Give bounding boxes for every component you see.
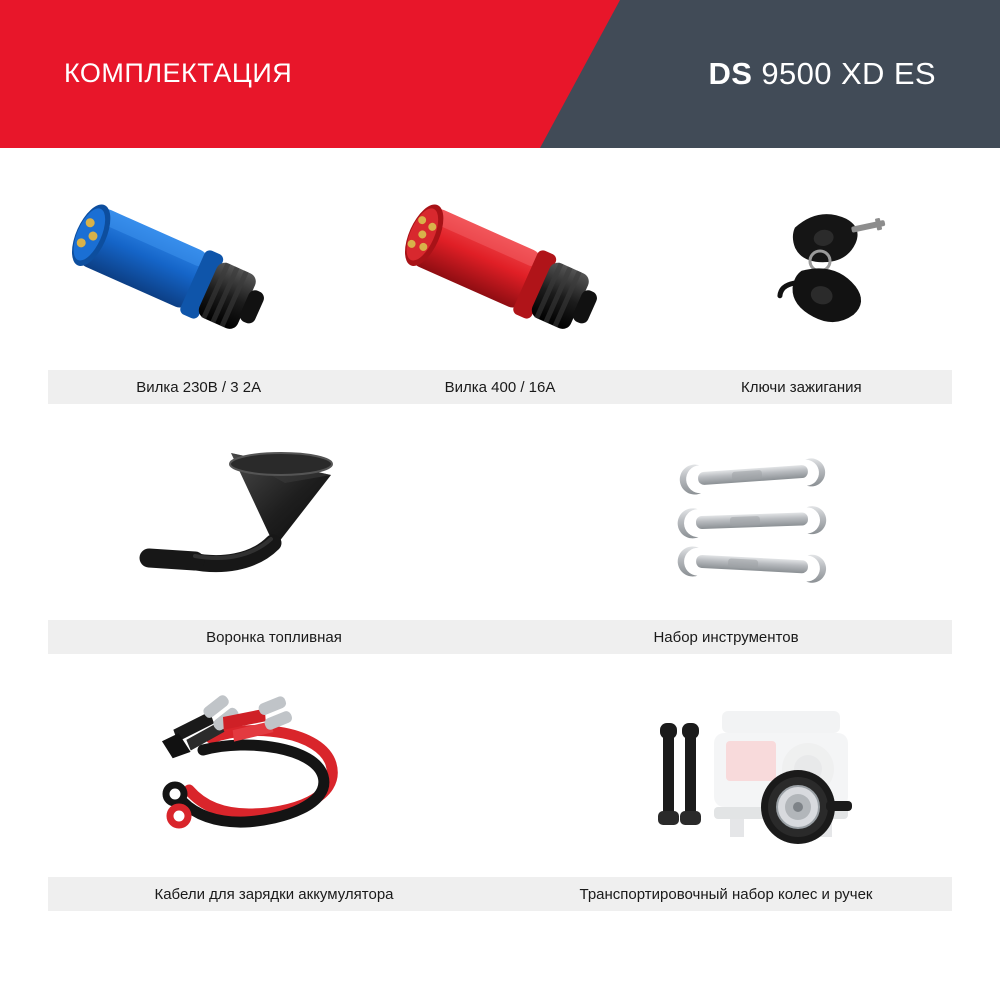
accessory-caption: Ключи зажигания bbox=[740, 378, 862, 396]
accessory-cell-funnel bbox=[0, 424, 500, 614]
accessory-caption: Транспортировочный набор колес и ручек bbox=[579, 885, 873, 903]
accessory-caption: Вилка 230В / 3 2А bbox=[136, 378, 262, 396]
product-model bbox=[709, 56, 937, 92]
product-model-brand: DS bbox=[708, 56, 753, 91]
accessory-row bbox=[0, 174, 1000, 424]
caption-bar bbox=[48, 370, 952, 404]
fuel-funnel-icon bbox=[135, 439, 365, 599]
caption-bar bbox=[48, 877, 952, 911]
accessory-caption: Воронка топливная bbox=[206, 628, 342, 646]
red-plug-icon bbox=[385, 194, 615, 344]
accessory-row bbox=[0, 679, 1000, 939]
accessory-caption: Вилка 400 / 16А bbox=[444, 378, 556, 396]
accessories-grid bbox=[0, 148, 1000, 1000]
accessory-cell-wrenches bbox=[500, 424, 1000, 614]
battery-cables-icon bbox=[145, 694, 355, 854]
blue-plug-icon bbox=[52, 194, 282, 344]
accessory-cell-blue-plug bbox=[0, 174, 333, 364]
page-header bbox=[0, 0, 1000, 148]
accessory-caption: Набор инструментов bbox=[653, 628, 799, 646]
accessory-cell-red-plug bbox=[333, 174, 666, 364]
wheel-kit-icon bbox=[630, 689, 870, 859]
ignition-keys-icon bbox=[758, 199, 908, 339]
accessory-cell-cables bbox=[0, 679, 500, 869]
wrench-set-icon bbox=[670, 449, 830, 589]
accessory-cell-wheel-kit bbox=[500, 679, 1000, 869]
product-model-number: 9500 XD ES bbox=[752, 56, 936, 91]
accessory-cell-keys bbox=[667, 174, 1000, 364]
accessory-caption: Кабели для зарядки аккумулятора bbox=[154, 885, 394, 903]
caption-bar bbox=[48, 620, 952, 654]
accessory-row bbox=[0, 424, 1000, 679]
page-title: КОМПЛЕКТАЦИЯ bbox=[64, 58, 293, 88]
